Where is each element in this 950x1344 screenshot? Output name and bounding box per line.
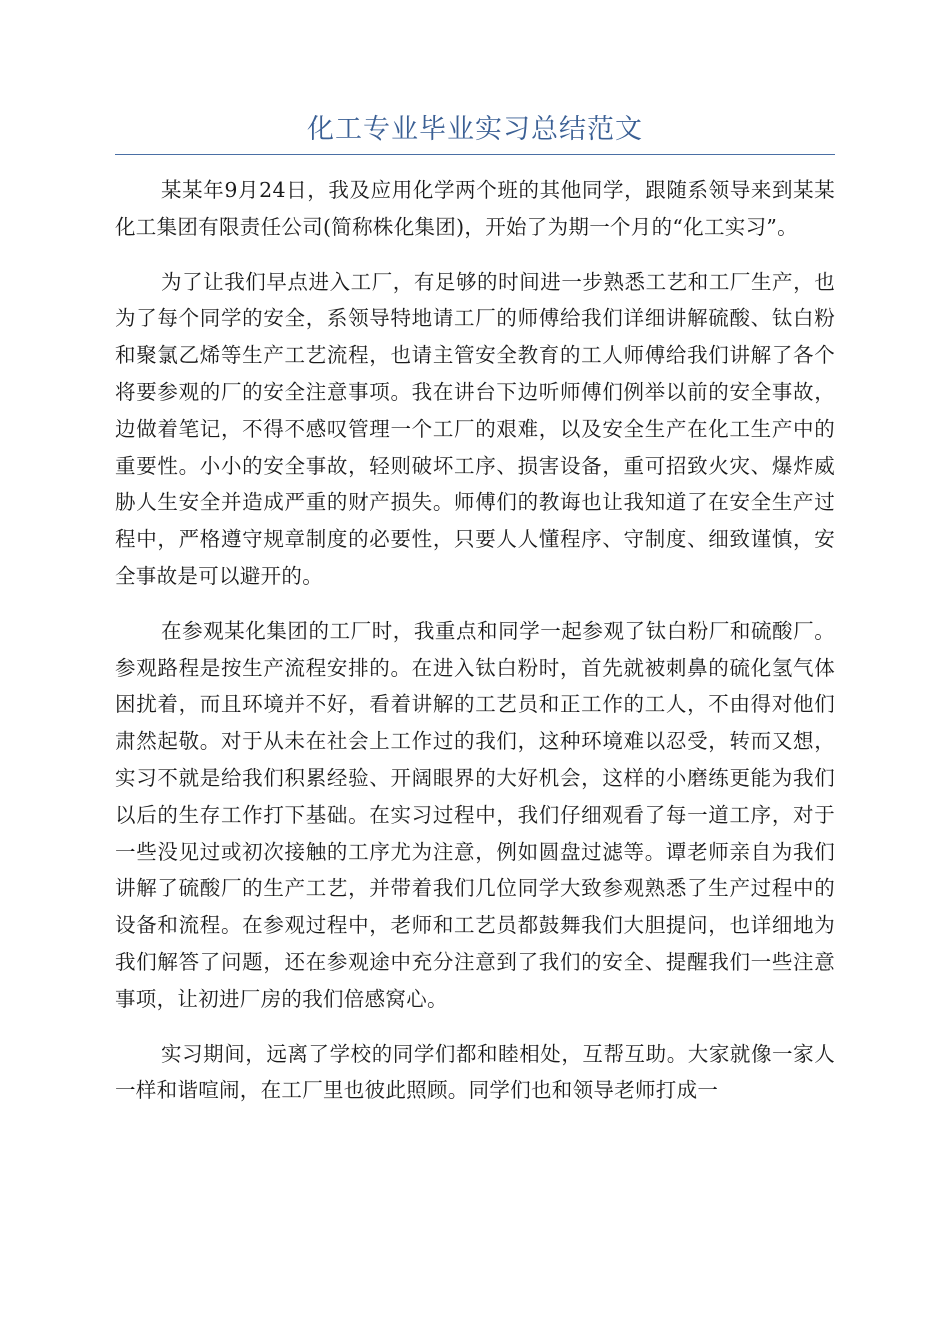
document-title: 化工专业毕业实习总结范文 xyxy=(307,114,643,145)
title-underline xyxy=(115,154,835,155)
document-body xyxy=(115,172,835,1127)
paragraph-3: 在参观某化集团的工厂时，我重点和同学一起参观了钛白粉厂和硫酸厂。参观路程是按生产流程安排的。在进入钛白粉时，首先就被刺鼻的硫化氢气体困扰着，而且环境并不好，看着讲解的工艺员和正工作的工人，不由得对他们肃然起敬。对于从未在社会上工作过的我们，这种环境难以忍受，转而又想，实习不就是给我们积累经验、开阔眼界的大好机会，这样的小磨练更能为我们以后的生存工作打下基础。在实习过程中，我们仔细观看了每一道工序，对于一些没见过或初次接触的工序尤为注意，例如圆盘过滤等。谭老师亲自为我们讲解了硫酸厂的生产工艺，并带着我们几位同学大致参观熟悉了生产过程中的设备和流程。在参观过程中，老师和工艺员都鼓舞我们大胆提问，也详细地为我们解答了问题，还在参观途中充分注意到了我们的安全、提醒我们一些注意事项，让初进厂房的我们倍感窝心。 xyxy=(115,618,835,1011)
paragraph-1: 某某年9月24日，我及应用化学两个班的其他同学，跟随系领导来到某某化工集团有限责任公司(简称株化集团)，开始了为期一个月的“化工实习”。 xyxy=(115,178,835,239)
paragraph-2: 为了让我们早点进入工厂，有足够的时间进一步熟悉工艺和工厂生产，也为了每个同学的安全，系领导特地请工厂的师傅给我们详细讲解硫酸、钛白粉和聚氯乙烯等生产工艺流程，也请主管安全教育的工人师傅给我们讲解了各个将要参观的厂的安全注意事项。我在讲台下边听师傅们例举以前的安全事故，边做着笔记，不得不感叹管理一个工厂的艰难，以及安全生产在化工生产中的重要性。小小的安全事故，轻则破坏工序、损害设备，重可招致火灾、爆炸威胁人生安全并造成严重的财产损失。师傅们的教诲也让我知道了在安全生产过程中，严格遵守规章制度的必要性，只要人人懂程序、守制度、细致谨慎，安全事故是可以避开的。 xyxy=(115,269,835,588)
paragraph-4: 实习期间，远离了学校的同学们都和睦相处，互帮互助。大家就像一家人一样和谐喧闹，在工厂里也彼此照顾。同学们也和领导老师打成一 xyxy=(115,1041,835,1103)
